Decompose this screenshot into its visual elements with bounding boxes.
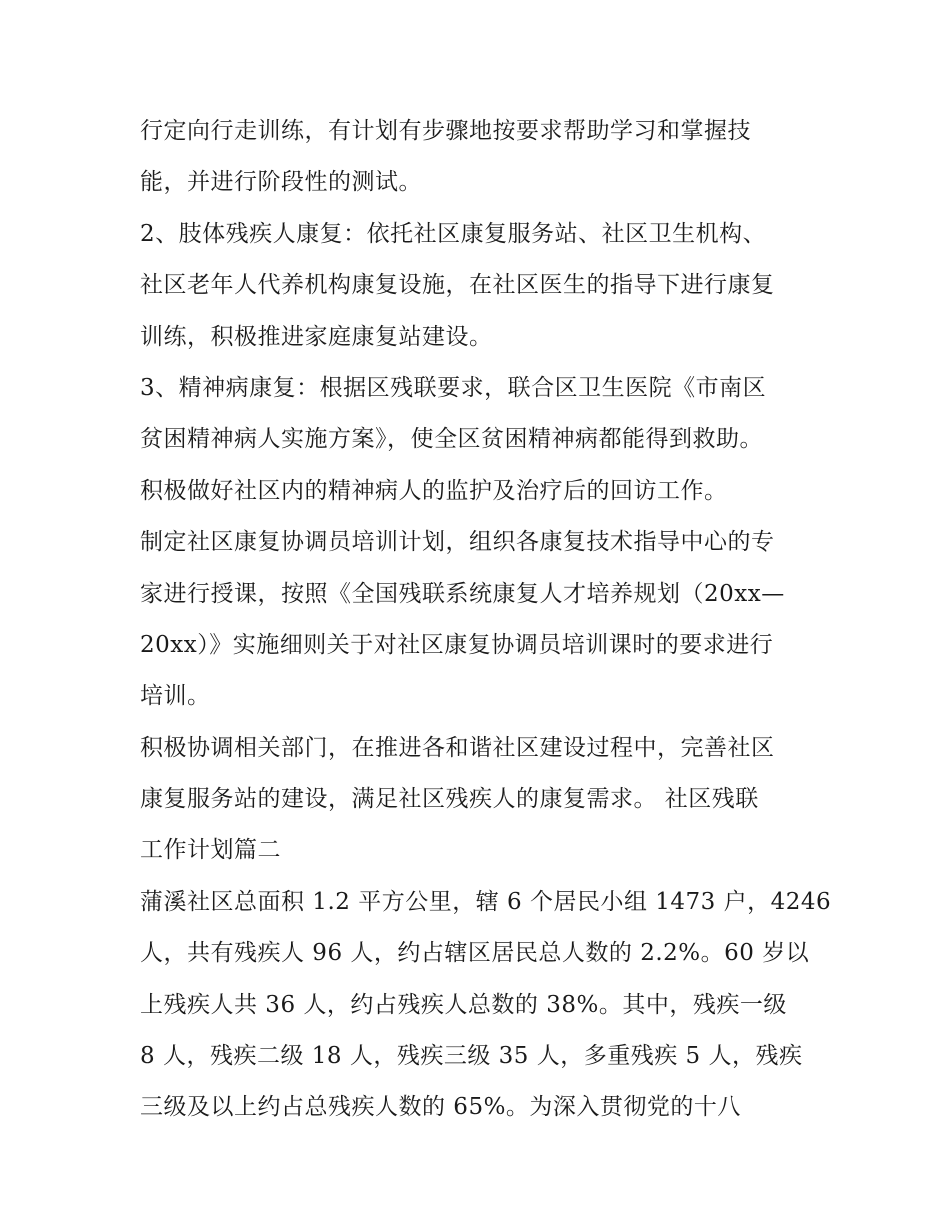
text-line: 上残疾人共 36 人，约占残疾人总数的 38%。其中，残疾一级 xyxy=(140,991,787,1018)
text-line: 蒲溪社区总面积 1.2 平方公里，辖 6 个居民小组 1473 户，4246 xyxy=(140,888,832,915)
text-line: 人，共有残疾人 96 人，约占辖区居民总人数的 2.2%。60 岁以 xyxy=(140,940,810,967)
text-line: 社区老年人代养机构康复设施，在社区医生的指导下进行康复 xyxy=(140,272,775,299)
text-line: 家进行授课，按照《全国残联系统康复人才培养规划（20xx— xyxy=(140,580,785,607)
text-line: 行定向行走训练，有计划有步骤地按要求帮助学习和掌握技 xyxy=(140,118,751,144)
text-line: 积极协调相关部门，在推进各和谐社区建设过程中，完善社区 xyxy=(140,734,775,761)
document-body xyxy=(140,106,832,1134)
text-line: 三级及以上约占总残疾人数的 65%。为深入贯彻党的十八 xyxy=(140,1094,741,1121)
text-line: 8 人，残疾二级 18 人，残疾三级 35 人，多重残疾 5 人，残疾 xyxy=(140,1043,803,1070)
text-line: 积极做好社区内的精神病人的监护及治疗后的回访工作。 xyxy=(140,477,728,504)
text-line: 制定社区康复协调员培训计划，组织各康复技术指导中心的专 xyxy=(140,529,775,556)
text-line: 贫困精神病人实施方案》，使全区贫困精神病都能得到救助。 xyxy=(140,426,763,453)
text-line: 能，并进行阶段性的测试。 xyxy=(140,169,422,196)
text-line: 2、肢体残疾人康复：依托社区康复服务站、社区卫生机构、 xyxy=(140,220,767,247)
text-line: 培训。 xyxy=(140,683,211,710)
text-line: 康复服务站的建设，满足社区残疾人的康复需求。 社区残联 xyxy=(140,786,759,813)
text-line: 工作计划篇二 xyxy=(140,837,281,864)
text-line: 20xx）》实施细则关于对社区康复协调员培训课时的要求进行 xyxy=(140,631,774,658)
text-line: 训练，积极推进家庭康复站建设。 xyxy=(140,323,493,350)
text-line: 3、精神病康复：根据区残联要求，联合区卫生医院《市南区 xyxy=(140,374,767,401)
